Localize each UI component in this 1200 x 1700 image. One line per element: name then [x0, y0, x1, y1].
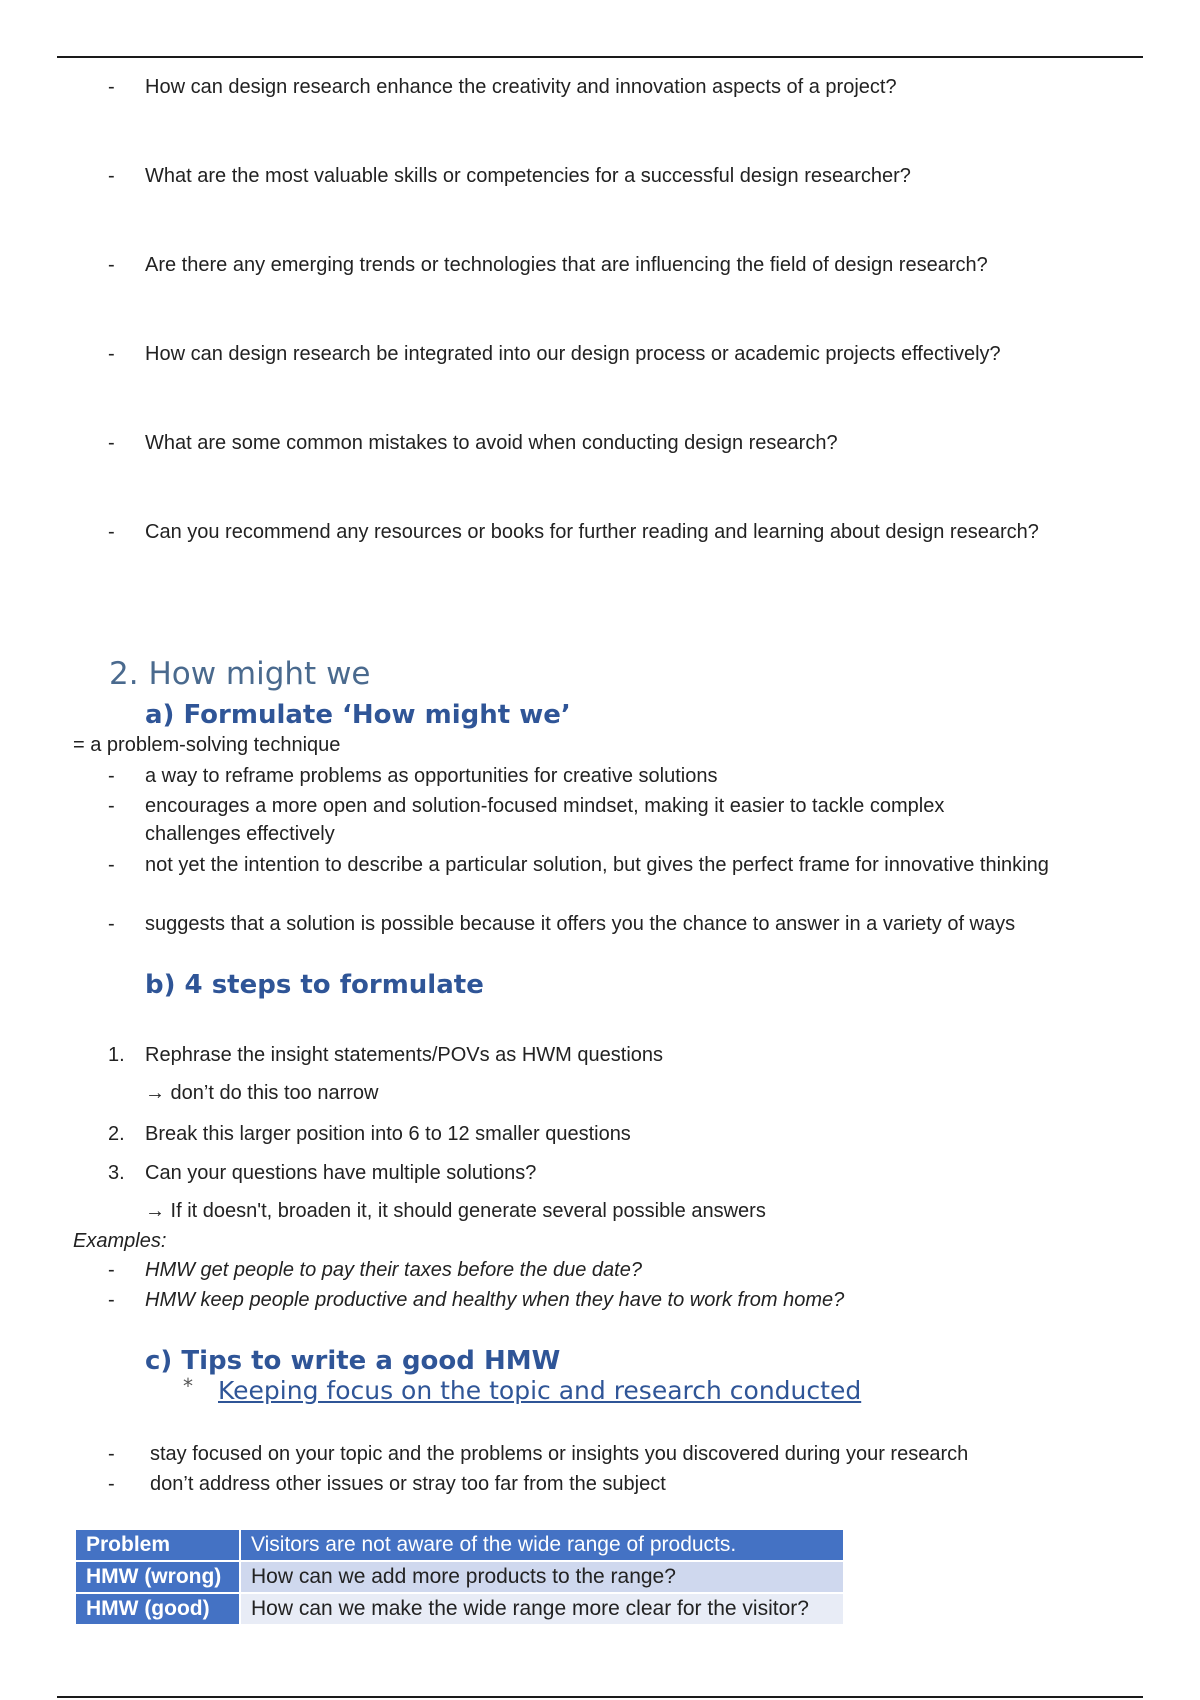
bullet-dash: - [108, 76, 115, 98]
table-row [75, 1561, 844, 1593]
list-item-text: not yet the intention to describe a particular solution, but gives the perfect frame for innovative thinking [145, 854, 1049, 876]
definition-text: = a problem-solving technique [73, 734, 341, 756]
bullet-dash: - [108, 1289, 115, 1311]
bullet-dash: - [108, 765, 115, 787]
step-number: 1. [108, 1044, 125, 1066]
table-row [75, 1593, 844, 1625]
examples-label: Examples: [73, 1230, 167, 1252]
bullet-dash: - [108, 254, 115, 276]
example-text: HMW keep people productive and healthy when they have to work from home? [145, 1289, 845, 1311]
bullet-dash: - [108, 1443, 115, 1465]
list-item-text: stay focused on your topic and the problems or insights you discovered during your research [150, 1443, 969, 1465]
bullet-dash: - [108, 432, 115, 454]
table-row-value: How can we make the wide range more clear for the visitor? [240, 1593, 844, 1625]
bullet-dash: - [108, 795, 115, 817]
question-text: How can design research be integrated into our design process or academic projects effectively? [145, 343, 1001, 365]
page-top-rule [57, 56, 1143, 58]
step-text: Rephrase the insight statements/POVs as HWM questions [145, 1044, 664, 1066]
bullet-dash: - [108, 1259, 115, 1281]
subsection-a-heading: a) Formulate ‘How might we’ [145, 700, 571, 730]
example-text: HMW get people to pay their taxes before the due date? [145, 1259, 642, 1281]
step-note: → don’t do this too narrow [145, 1082, 379, 1104]
list-item-text: suggests that a solution is possible because it offers you the chance to answer in a variety of ways [145, 913, 1016, 935]
question-text: How can design research enhance the creativity and innovation aspects of a project? [145, 76, 897, 98]
question-text: What are some common mistakes to avoid when conducting design research? [145, 432, 838, 454]
bullet-dash: - [108, 343, 115, 365]
table-row-label: HMW (good) [75, 1593, 240, 1625]
step-text: Can your questions have multiple solutions? [145, 1162, 537, 1184]
section-title: How might we [148, 656, 371, 692]
page-bottom-rule [57, 1696, 1143, 1698]
star-bullet: * [183, 1374, 193, 1398]
step-note: → If it doesn't, broaden it, it should generate several possible answers [145, 1200, 766, 1222]
table-row [75, 1529, 844, 1561]
bullet-dash: - [108, 1473, 115, 1495]
hmw-example-table [74, 1528, 845, 1626]
step-text: Break this larger position into 6 to 12 smaller questions [145, 1123, 631, 1145]
step-number: 2. [108, 1123, 125, 1145]
table-row-label: HMW (wrong) [75, 1561, 240, 1593]
list-item-text: encourages a more open and solution-focused mindset, making it easier to tackle complex challenges effectively [145, 795, 945, 845]
table-row-label: Problem [75, 1529, 240, 1561]
table-row-value: How can we add more products to the range? [240, 1561, 844, 1593]
step-number: 3. [108, 1162, 125, 1184]
bullet-dash: - [108, 913, 115, 935]
section-number: 2. [109, 656, 139, 692]
subsection-c-heading: c) Tips to write a good HMW [145, 1346, 561, 1376]
list-item-text: don’t address other issues or stray too far from the subject [150, 1473, 666, 1495]
bullet-dash: - [108, 521, 115, 543]
table-row-value: Visitors are not aware of the wide range of products. [240, 1529, 844, 1561]
question-text: What are the most valuable skills or competencies for a successful design researcher? [145, 165, 911, 187]
section-heading [109, 656, 371, 692]
focus-subheading-text: Keeping focus on the topic and research conducted [218, 1376, 862, 1405]
bullet-dash: - [108, 854, 115, 876]
list-item-text: a way to reframe problems as opportunities for creative solutions [145, 765, 718, 787]
bullet-dash: - [108, 165, 115, 187]
subsection-b-heading: b) 4 steps to formulate [145, 970, 484, 1000]
question-text: Are there any emerging trends or technologies that are influencing the field of design research? [145, 254, 988, 276]
question-text: Can you recommend any resources or books for further reading and learning about design research? [145, 521, 1039, 543]
